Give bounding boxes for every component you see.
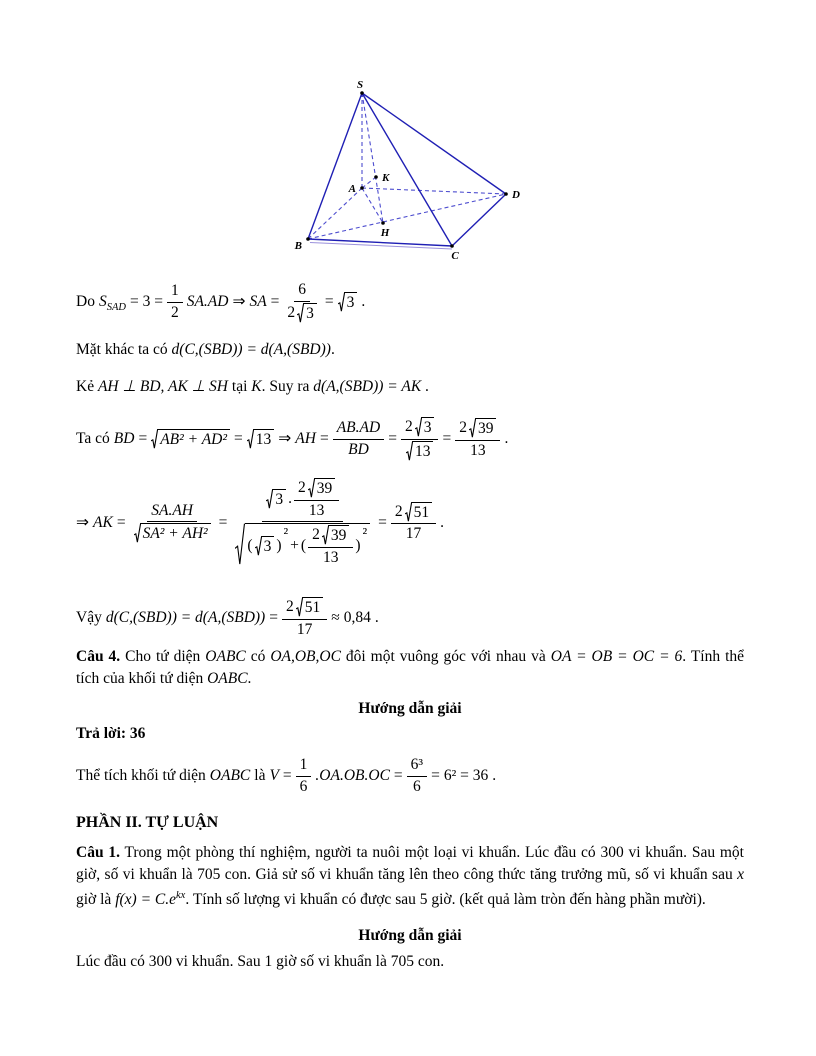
radical-icon <box>235 523 245 567</box>
var-AH: AH <box>295 430 316 448</box>
solution-line-vay <box>76 597 744 639</box>
equals: = <box>393 767 403 785</box>
sqrt-51 <box>405 502 433 523</box>
equals: = <box>270 293 280 311</box>
radical-icon <box>338 292 345 313</box>
numerator <box>282 597 327 620</box>
solid-edges <box>308 93 506 246</box>
text: Trong một phòng thí nghiệm, người ta nuôi một loại vi khuẩn. Lúc đầu có 300 vi khuẩn. Sau một giờ, số vi khuẩn là 705 con. Giả sử số vi khuẩn tăng lên theo công thức tăng trưởng mũ, số vi khuẩn sau <box>76 844 744 883</box>
radical-icon <box>247 429 254 450</box>
denominator: 17 <box>405 525 422 543</box>
vertex-label-S: S <box>356 79 364 91</box>
point-C <box>450 244 454 248</box>
vertex-label-D: D <box>512 189 520 201</box>
fraction-2sqrt39-13 <box>455 418 500 460</box>
implies-symbol: ⇒ <box>278 430 292 448</box>
period: . <box>330 341 335 358</box>
result-36: 6² = 36 <box>443 767 489 785</box>
equals: = <box>269 609 278 627</box>
var-AK: AK <box>93 514 113 531</box>
solution-line-volume <box>76 756 744 796</box>
sqrt-39 <box>308 478 336 499</box>
radical-icon <box>151 429 158 450</box>
numerator <box>401 417 439 440</box>
denominator <box>283 302 321 324</box>
point-H <box>381 221 385 225</box>
fraction-2sqrt39-13 <box>308 525 353 567</box>
edge-AK <box>362 177 376 188</box>
left-paren: ( <box>247 536 253 554</box>
var-OABC: OABC <box>205 648 246 665</box>
radicand: 51 <box>303 597 324 618</box>
numerator <box>308 525 353 548</box>
fraction-6cubed-6 <box>407 756 427 796</box>
text: đôi một vuông góc với nhau và <box>345 648 546 665</box>
sqrt-39 <box>322 525 350 546</box>
period: . <box>425 378 429 395</box>
equals: = <box>138 430 148 448</box>
radical-icon <box>134 523 141 544</box>
sqrt-39 <box>469 418 497 439</box>
left-paren: ( <box>300 536 307 554</box>
numerator <box>262 478 343 522</box>
radicand: 13 <box>254 429 275 450</box>
denominator: 13 <box>470 441 486 459</box>
sqrt-3 <box>338 292 358 313</box>
solution-line-BD <box>76 417 744 461</box>
sqrt-3 <box>255 536 275 557</box>
denominator <box>130 522 215 544</box>
big-sqrt <box>235 523 370 567</box>
equals: = <box>319 430 329 448</box>
implies-symbol: ⇒ <box>76 514 89 531</box>
squared: ² <box>362 525 368 543</box>
denominator: 13 <box>322 548 339 566</box>
equals: = <box>282 767 292 785</box>
denominator <box>231 522 374 567</box>
var-OAOBOC: .OA.OB.OC <box>315 767 390 785</box>
text: . Tính số lượng vi khuẩn có được sau 5 giờ. (kết quả làm tròn đến hàng phần mười). <box>185 891 706 909</box>
fraction-1-2 <box>167 282 183 322</box>
fraction-ABAD-BD <box>333 419 384 459</box>
var-SAAD: SA.AD <box>186 293 229 311</box>
vertex-label-B: B <box>294 240 302 252</box>
math-distance-equality: d(C,(SBD)) = d(A,(SBD)) <box>171 341 331 358</box>
math-distance-AK: d(A,(SBD)) = AK <box>313 378 422 395</box>
numerator: 6³ <box>407 756 427 777</box>
edge-SH <box>362 93 383 223</box>
text: Kẻ <box>76 378 95 395</box>
equals: = <box>388 430 397 448</box>
sqrt-SA2-AH2 <box>134 523 211 544</box>
period: . <box>504 430 509 448</box>
coef: 2 <box>459 419 467 436</box>
radicand: 3 <box>345 292 358 313</box>
var-V: V <box>269 767 279 785</box>
equals: = <box>431 767 440 785</box>
math-distance-equality: d(C,(SBD)) = d(A,(SBD)) <box>105 609 266 627</box>
radical-icon <box>308 478 315 499</box>
numerator: AB.AD <box>333 419 384 440</box>
sqrt-13 <box>247 429 275 450</box>
period: . <box>247 669 252 687</box>
denominator: 6 <box>299 777 308 795</box>
radicand: 39 <box>315 478 336 499</box>
text: . Tính thể tích của khối tứ diện <box>76 648 745 687</box>
radicand: 3 <box>304 303 317 324</box>
radical-icon <box>405 502 412 523</box>
denominator: BD <box>348 440 369 458</box>
squared: ² <box>283 525 289 543</box>
radicand: 51 <box>412 502 433 523</box>
coef: 2 <box>285 598 294 615</box>
edge-BD <box>308 194 506 239</box>
point-D <box>504 192 508 196</box>
math-equality: OA = OB = OC = 6 <box>550 648 683 665</box>
edge-SB <box>308 93 362 239</box>
equals: = <box>218 514 228 531</box>
radicand: 13 <box>413 441 434 462</box>
heading-huongdangiai: Hướng dẫn giải <box>358 927 462 944</box>
denominator <box>402 440 438 462</box>
paragraph-cau1 <box>76 842 744 911</box>
multiply-dot: . <box>288 489 292 507</box>
fraction-2sqrt3-sqrt13 <box>401 417 439 461</box>
radicand: 3 <box>273 489 286 510</box>
radicand: 39 <box>476 418 497 439</box>
var-S: S <box>98 293 107 311</box>
radical-icon <box>296 597 303 618</box>
math-perpendiculars: AH ⊥ BD, AK ⊥ SH <box>97 378 229 395</box>
solution-line-final: Lúc đầu có 300 vi khuẩn. Sau 1 giờ số vi khuẩn là 705 con. <box>76 953 445 970</box>
var-OABC: OABC <box>209 767 251 785</box>
vertex-label-H: H <box>380 227 390 239</box>
denominator: 17 <box>296 620 313 638</box>
right-paren: ) <box>276 536 282 554</box>
period: . <box>492 767 497 785</box>
radicand: AB² + AD² <box>158 429 230 450</box>
plus: + <box>290 536 299 554</box>
solution-line-area <box>76 281 744 323</box>
fraction-1-6 <box>296 756 312 796</box>
radical-icon <box>469 418 476 439</box>
text: Vậy <box>76 609 102 627</box>
numerator: SA.AH <box>147 502 197 523</box>
fraction-6-2sqrt3 <box>283 281 321 323</box>
text: Mặt khác ta có <box>76 341 168 358</box>
edge-AB <box>308 188 362 239</box>
pyramid-figure <box>270 70 570 270</box>
fraction-2sqrt51-17 <box>391 502 436 544</box>
coef: 2 <box>404 418 413 435</box>
question-label: Câu 4. <box>76 648 121 665</box>
dashed-edges <box>308 93 506 239</box>
solution-line-AK <box>76 478 744 567</box>
paragraph-cau4 <box>76 646 744 689</box>
section-heading-phan2: PHẦN II. TỰ LUẬN <box>76 814 219 831</box>
equals: = <box>378 514 387 531</box>
fraction-2sqrt39-13 <box>294 478 339 520</box>
radical-icon <box>322 525 329 546</box>
var-SA: SA <box>249 293 267 311</box>
radical-icon <box>415 417 422 438</box>
radical-icon <box>255 536 262 557</box>
coef-2: 2 <box>287 303 296 321</box>
solution-line-matkhac <box>76 339 744 361</box>
equals-3: = 3 = <box>129 293 163 311</box>
edge-CD <box>452 194 506 246</box>
fraction-2sqrt51-17 <box>282 597 327 639</box>
radical-icon <box>406 441 413 462</box>
period: . <box>361 293 366 311</box>
numerator <box>455 418 500 441</box>
denominator: 6 <box>412 777 421 795</box>
sqrt-3 <box>297 303 317 324</box>
radicand: 3 <box>262 536 275 557</box>
question-label: Câu 1. <box>76 844 120 861</box>
text: Thể tích khối tứ diện <box>76 767 206 785</box>
text: có <box>250 648 266 665</box>
radicand: SA² + AH² <box>141 523 211 544</box>
heading-huongdangiai: Hướng dẫn giải <box>358 700 462 717</box>
sqrt-AB2-AD2 <box>151 429 230 450</box>
answer-line: Trả lời: 36 <box>76 725 146 742</box>
text: tại <box>231 378 248 395</box>
coef: 2 <box>312 526 320 544</box>
vertex-label-C: C <box>451 250 459 262</box>
math-fx: f(x) = C.e <box>115 891 177 909</box>
radicand: 39 <box>329 525 350 546</box>
solution-line-ke <box>76 376 744 398</box>
subscript-SAD: SAD <box>106 302 126 314</box>
radicand <box>245 523 370 567</box>
denominator: 2 <box>170 303 179 321</box>
denominator: 13 <box>308 501 325 519</box>
edge-BC-shadow <box>310 243 452 250</box>
equals: = <box>324 293 334 311</box>
period: . <box>374 609 379 627</box>
text: là <box>254 767 266 785</box>
value-084: 0,84 <box>343 609 371 627</box>
radical-icon <box>297 303 304 324</box>
numerator: 1 <box>296 756 312 777</box>
text-do: Do <box>76 293 95 311</box>
exponent-kx: kx <box>176 890 186 901</box>
edge-BC <box>308 239 452 246</box>
var-BD: BD <box>113 430 135 448</box>
radical-icon <box>266 489 273 510</box>
numerator <box>391 502 436 525</box>
edge-AD <box>362 188 506 194</box>
numerator: 6 <box>294 281 310 302</box>
numerator <box>294 478 339 501</box>
sqrt-51 <box>296 597 324 618</box>
var-K: K <box>251 378 262 395</box>
edge-SC <box>362 93 452 246</box>
sqrt-13 <box>406 441 434 462</box>
implies-symbol: ⇒ <box>232 293 246 311</box>
point-K <box>374 175 378 179</box>
big-fraction <box>231 478 374 567</box>
coef: 2 <box>297 479 306 496</box>
var-OABC: OABC <box>207 669 248 687</box>
equals: = <box>234 430 243 448</box>
sqrt-3 <box>266 489 286 510</box>
coef: 2 <box>394 502 403 520</box>
equals: = <box>442 430 452 448</box>
point-S <box>360 91 364 95</box>
radicand: 3 <box>422 417 435 438</box>
approx-symbol: ≈ <box>331 609 340 627</box>
fraction-SAAH <box>130 502 215 544</box>
s-sad-symbol <box>98 292 126 314</box>
vertex-label-K: K <box>382 172 390 184</box>
period: . <box>440 514 445 531</box>
sqrt-3 <box>415 417 435 438</box>
equals: = <box>116 514 126 531</box>
point-A <box>360 186 364 190</box>
text: Cho tứ diện <box>125 648 201 665</box>
var-OAOBOC: OA,OB,OC <box>270 648 341 665</box>
text: giờ là <box>76 891 112 909</box>
right-paren: ) <box>355 536 361 554</box>
text: . Suy ra <box>261 378 310 395</box>
text: Ta có <box>76 430 110 448</box>
vertex-label-A: A <box>348 183 356 195</box>
numerator: 1 <box>167 282 183 303</box>
point-B <box>306 237 310 241</box>
var-x: x <box>737 865 745 883</box>
